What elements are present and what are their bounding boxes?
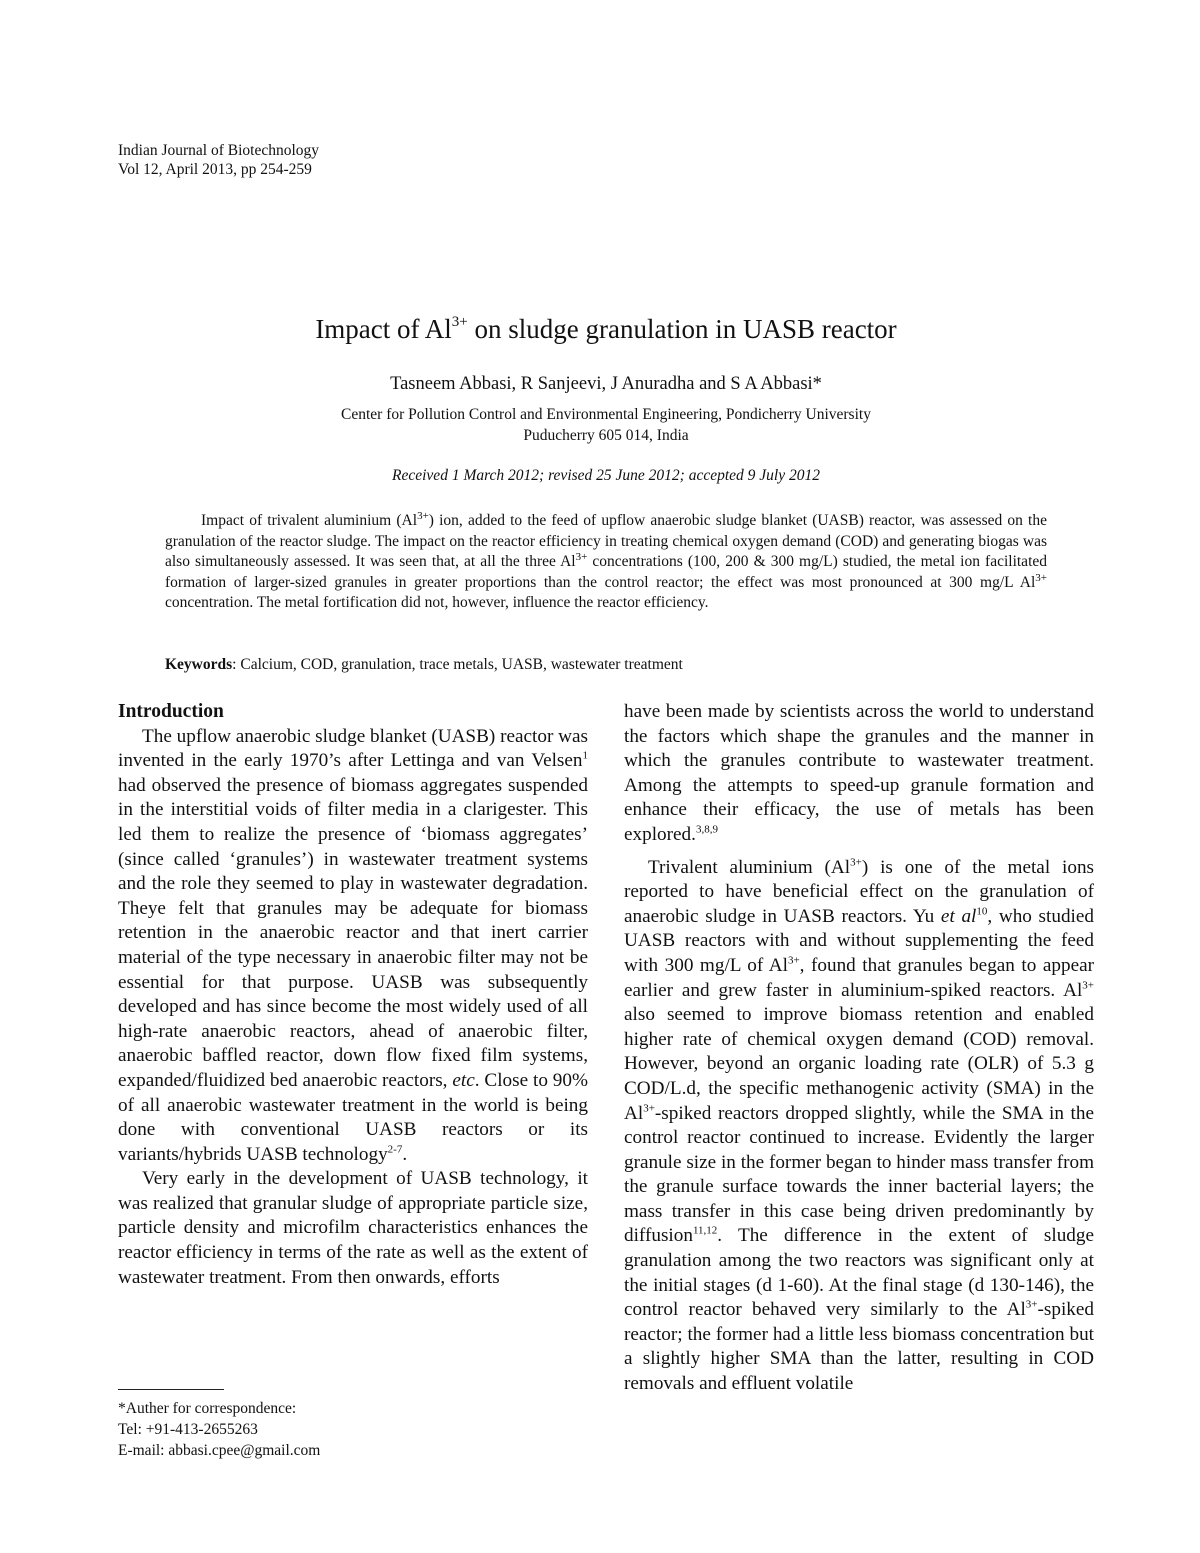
abstract-superscript: 3+ bbox=[417, 509, 429, 522]
paragraph-part: Trivalent aluminium (Al bbox=[648, 856, 851, 878]
abstract-part: concentration. The metal fortification did not, however, influence the reactor efficiency. bbox=[165, 594, 709, 611]
paragraph-part: also seemed to improve biomass retention and enabled higher rate of chemical oxygen demand (COD) removal. However, beyond an organic loading rate (OLR) of 5.3 g COD/L.d, the specific methanogenic activity (SMA) in the Al bbox=[624, 1004, 1094, 1124]
paragraph-italic: et al bbox=[940, 905, 977, 927]
paragraph-part: -spiked reactor; the former had a little less biomass concentration but a slightly higher SMA than the latter, resulting in COD removals and effluent volatile bbox=[624, 1299, 1094, 1395]
superscript: 3+ bbox=[850, 856, 862, 869]
footnote-line-3: E-mail: abbasi.cpee@gmail.com bbox=[118, 1442, 321, 1459]
title-text-2: on sludge granulation in UASB reactor bbox=[467, 314, 897, 344]
paragraph-part: . The difference in the extent of sludge granulation among the two reactors was significant only at the initial stages (d 1-60). At the final stage (d 130-146), the control reactor behaved very similarly to the Al bbox=[624, 1225, 1094, 1321]
paragraph-part: . bbox=[402, 1143, 408, 1165]
citation-ref: 1 bbox=[582, 749, 588, 762]
paragraph-part: had observed the presence of biomass aggregates suspended in the interstitial voids of filter media in a clarigester. This led them to realize the presence of ‘biomass aggregates’ (since called ‘granules’) in wastewater treatment systems and the role they seemed to play in wastewater degradation. Theye felt that granules may be adequate for biomass retention in the anaerobic reactor and that inert carrier material of the type necessary in anaerobic filter may not be essential for that purpose. UASB was subsequently developed and has since become the most widely used of all high-rate anaerobic reactors, ahead of anaerobic filter, anaerobic baffled reactor, down flow fixed film systems, expanded/fluidized bed anaerobic reactors, bbox=[118, 774, 588, 1091]
keywords bbox=[165, 656, 1047, 674]
journal-name: Indian Journal of Biotechnology bbox=[118, 142, 320, 159]
abstract-superscript: 3+ bbox=[575, 550, 588, 563]
paragraph-part: have been made by scientists across the world to understand the factors which shape the granules and the manner in which the granules contribute to wastewater treatment. Among the attempts to speed-up granule formation and enhance their efficacy, the use of metals has been explored. bbox=[624, 701, 1094, 845]
intro-paragraph-1 bbox=[118, 725, 588, 1168]
paragraph-part: , found that granules began to appear earlier and grew faster in aluminium-spiked reactors. Al bbox=[624, 954, 1094, 1001]
paragraph-part: . Close to 90% of all anaerobic wastewater treatment in the world is being done with conventional UASB reactors or its variants/hybrids UASB technology bbox=[118, 1069, 588, 1165]
citation-ref: 2-7 bbox=[387, 1143, 403, 1156]
affiliation bbox=[0, 404, 1200, 446]
paragraph-part: The upflow anaerobic sludge blanket (UASB) reactor was invented in the early 1970’s after Lettinga and van Velsen bbox=[118, 725, 588, 772]
column-right bbox=[624, 700, 1094, 1397]
journal-header bbox=[118, 141, 319, 179]
abstract-superscript: 3+ bbox=[1035, 571, 1047, 584]
footnote-line-1: *Auther for correspondence: bbox=[118, 1400, 297, 1417]
affiliation-line-2: Puducherry 605 014, India bbox=[523, 427, 689, 444]
abstract-part: concentrations (100, 200 & 300 mg/L) studied, the metal ion facilitated formation of larger-sized granules in greater proportions than the control reactor; the effect was most pronounced at 300 mg/L Al bbox=[165, 553, 1047, 591]
citation-ref: 11,12 bbox=[692, 1225, 718, 1238]
paragraph-part: , who studied UASB reactors with and without supplementing the feed with 300 mg/L of Al bbox=[624, 905, 1094, 976]
superscript: 3+ bbox=[1082, 979, 1094, 992]
title-superscript: 3+ bbox=[451, 314, 468, 330]
abstract-text bbox=[165, 511, 1047, 614]
received-dates: Received 1 March 2012; revised 25 June 2012; accepted 9 July 2012 bbox=[392, 467, 820, 484]
keywords-label: Keywords bbox=[165, 656, 233, 673]
abstract-part: Impact of trivalent aluminium (Al bbox=[201, 512, 418, 529]
citation-ref: 3,8,9 bbox=[695, 823, 718, 836]
column-left bbox=[118, 700, 588, 1290]
journal-issue: Vol 12, April 2013, pp 254-259 bbox=[118, 161, 312, 178]
correspondence-footnote bbox=[118, 1398, 320, 1461]
footnote-line-2: Tel: +91-413-2655263 bbox=[118, 1421, 258, 1438]
abstract bbox=[165, 511, 1047, 614]
abstract-part: ) ion, added to the feed of upflow anaerobic sludge blanket (UASB) reactor, was assessed on the granulation of the reactor sludge. The impact on the reactor efficiency in treating chemical oxygen demand (COD) and generating biogas was also simultaneously assessed. It was seen that, at all the three Al bbox=[165, 512, 1047, 570]
article-title bbox=[0, 314, 1200, 345]
footnote-divider bbox=[118, 1389, 224, 1390]
paragraph-italic: etc bbox=[452, 1069, 475, 1091]
paragraph-part: ) is one of the metal ions reported to have beneficial effect on the granulation of anaerobic sludge in UASB reactors. Yu bbox=[624, 856, 1095, 927]
intro-paragraph-3 bbox=[624, 856, 1094, 1397]
paragraph-part: -spiked reactors dropped slightly, while the SMA in the control reactor continued to increase. Evidently the larger granule size in the former began to hinder mass transfer from the granule surface towards the inner bacterial layers; the mass transfer in this case being driven predominantly by diffusion bbox=[624, 1102, 1094, 1247]
affiliation-line-1: Center for Pollution Control and Environmental Engineering, Pondicherry University bbox=[341, 406, 871, 423]
superscript: 3+ bbox=[643, 1102, 655, 1115]
intro-paragraph-2-continued bbox=[624, 700, 1094, 848]
citation-ref: 10 bbox=[976, 905, 988, 918]
title-text-1: Impact of Al bbox=[315, 314, 452, 344]
superscript: 3+ bbox=[787, 954, 800, 967]
superscript: 3+ bbox=[1025, 1298, 1038, 1311]
section-heading-introduction: Introduction bbox=[118, 701, 224, 722]
authors: Tasneem Abbasi, R Sanjeevi, J Anuradha and S A Abbasi* bbox=[390, 374, 822, 394]
intro-paragraph-2: Very early in the development of UASB technology, it was realized that granular sludge of appropriate particle size, particle density and microfilm characteristics enhances the reactor efficiency in terms of the rate as well as the extent of wastewater treatment. From then onwards, efforts bbox=[118, 1168, 588, 1288]
keywords-text: : Calcium, COD, granulation, trace metals, UASB, wastewater treatment bbox=[232, 656, 683, 673]
